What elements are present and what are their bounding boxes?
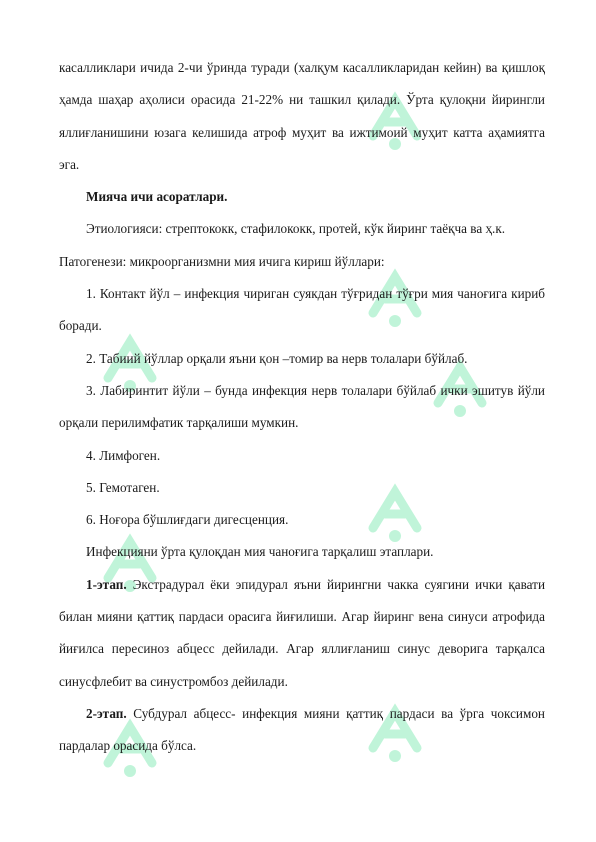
bold-text: 2-этап. [86,705,127,721]
paragraph [59,698,545,763]
text-run: 3. Лабиринтит йўли – бунда инфекция нерв толалари бўйлаб ички эшитув йўли орқали перилимфатик тарқалиши мумкин. [59,382,545,431]
paragraph [59,213,545,245]
text-run: Этиологияси: стрептококк, стафилококк, протей, кўк йиринг таёқча ва ҳ.к. [86,221,506,237]
text-run: Экстрадурал ёки эпидурал яъни йирингни чакка суягини ички қавати билан мияни қаттиқ пардаси орасига йиғилиши. Агар йиринг вена синуси атрофида йиғилса пересиноз абцесс дейилади. Агар яллиғланиш синус деворига тарқалса синусфлебит ва синустромбоз дейилади. [59,576,545,689]
text-run: Субдурал абцесс- инфекция мияни қаттиқ пардаси ва ўрга чоксимон пардалар орасида бўлса. [59,705,545,754]
bold-text: Мияча ичи асоратлари. [86,189,228,205]
text-run: 2. Табиий йўллар орқали яъни қон –томир ва нерв толалари бўйлаб. [86,350,468,366]
paragraph [59,343,545,375]
paragraph [59,536,545,568]
paragraph [59,504,545,536]
paragraph [59,375,545,440]
document-body [59,52,545,763]
text-run: Патогенези: микроорганизмни мия ичига кириш йўллари: [59,253,385,269]
bold-text: 1-этап. [86,576,127,592]
text-run: 5. Гемотаген. [86,479,160,495]
paragraph [59,278,545,343]
paragraph [59,440,545,472]
paragraph [59,246,545,278]
text-run: 4. Лимфоген. [86,447,161,463]
paragraph [59,52,545,181]
paragraph [59,472,545,504]
paragraph [59,181,545,213]
text-run: 6. Ноғора бўшлиғдаги дигесценция. [86,512,289,528]
text-run: касалликлари ичида 2-чи ўринда туради (халқум касалликларидан кейин) ва қишлоқ ҳамда шаҳар аҳолиси орасида 21-22% ни ташкил қилади. Ўрта қулоқни йирингли яллиғланишини юзага келишида атроф муҳит ва ижтимоий муҳит катта аҳамиятга эга. [59,60,545,172]
text-run: Инфекцияни ўрта қулоқдан мия чаноғига тарқалиш этаплари. [86,544,434,560]
paragraph [59,569,545,698]
text-run: 1. Контакт йўл – инфекция чириган суякдан тўғридан тўғри мия чаноғига кириб боради. [59,286,545,334]
